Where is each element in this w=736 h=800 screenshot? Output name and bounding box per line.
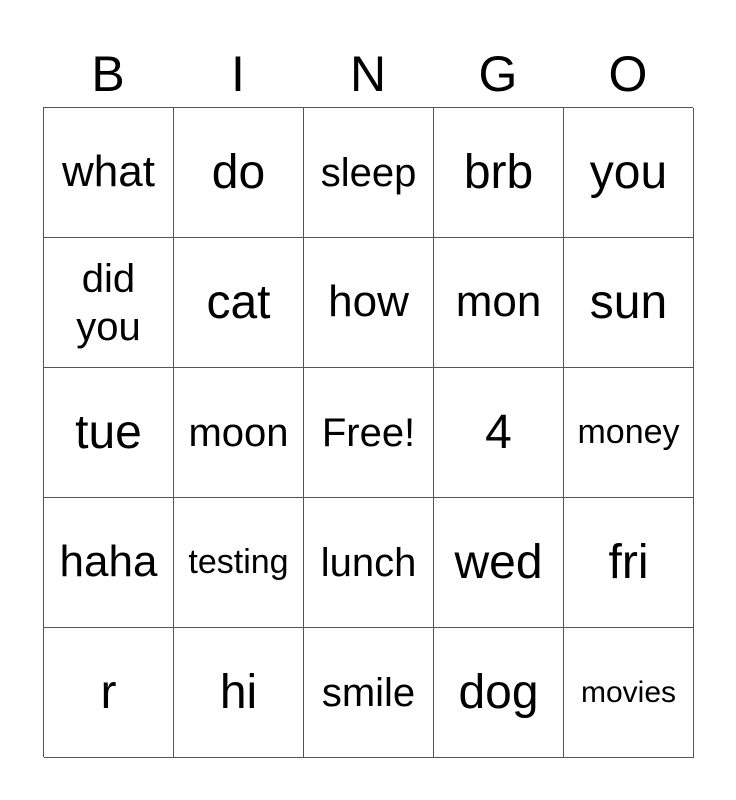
bingo-cell[interactable]: cat	[174, 238, 304, 368]
bingo-cell[interactable]: haha	[44, 498, 174, 628]
header-letter-g: G	[478, 46, 518, 102]
bingo-cell[interactable]: testing	[174, 498, 304, 628]
bingo-cell[interactable]: money	[564, 368, 694, 498]
bingo-card	[43, 107, 693, 757]
bingo-cell[interactable]: hi	[174, 628, 304, 758]
bingo-cell[interactable]: movies	[564, 628, 694, 758]
bingo-cell[interactable]: brb	[434, 108, 564, 238]
bingo-cell[interactable]: did you	[44, 238, 174, 368]
bingo-cell[interactable]: smile	[304, 628, 434, 758]
bingo-cell[interactable]: do	[174, 108, 304, 238]
bingo-cell[interactable]: lunch	[304, 498, 434, 628]
bingo-cell[interactable]: moon	[174, 368, 304, 498]
bingo-cell[interactable]: what	[44, 108, 174, 238]
bingo-cell[interactable]: you	[564, 108, 694, 238]
header-letter-i: I	[231, 46, 245, 102]
bingo-cell[interactable]: r	[44, 628, 174, 758]
header-letter-n: N	[349, 46, 387, 102]
free-space-cell[interactable]: Free!	[304, 368, 434, 498]
bingo-cell[interactable]: tue	[44, 368, 174, 498]
bingo-cell[interactable]: sleep	[304, 108, 434, 238]
bingo-cell[interactable]: 4	[434, 368, 564, 498]
bingo-cell[interactable]: how	[304, 238, 434, 368]
bingo-cell[interactable]: mon	[434, 238, 564, 368]
bingo-cell[interactable]: dog	[434, 628, 564, 758]
header-letter-b: B	[91, 46, 125, 102]
bingo-cell[interactable]: wed	[434, 498, 564, 628]
header-letter-o: O	[608, 46, 648, 102]
bingo-header	[43, 42, 693, 106]
bingo-cell[interactable]: sun	[564, 238, 694, 368]
bingo-cell[interactable]: fri	[564, 498, 694, 628]
